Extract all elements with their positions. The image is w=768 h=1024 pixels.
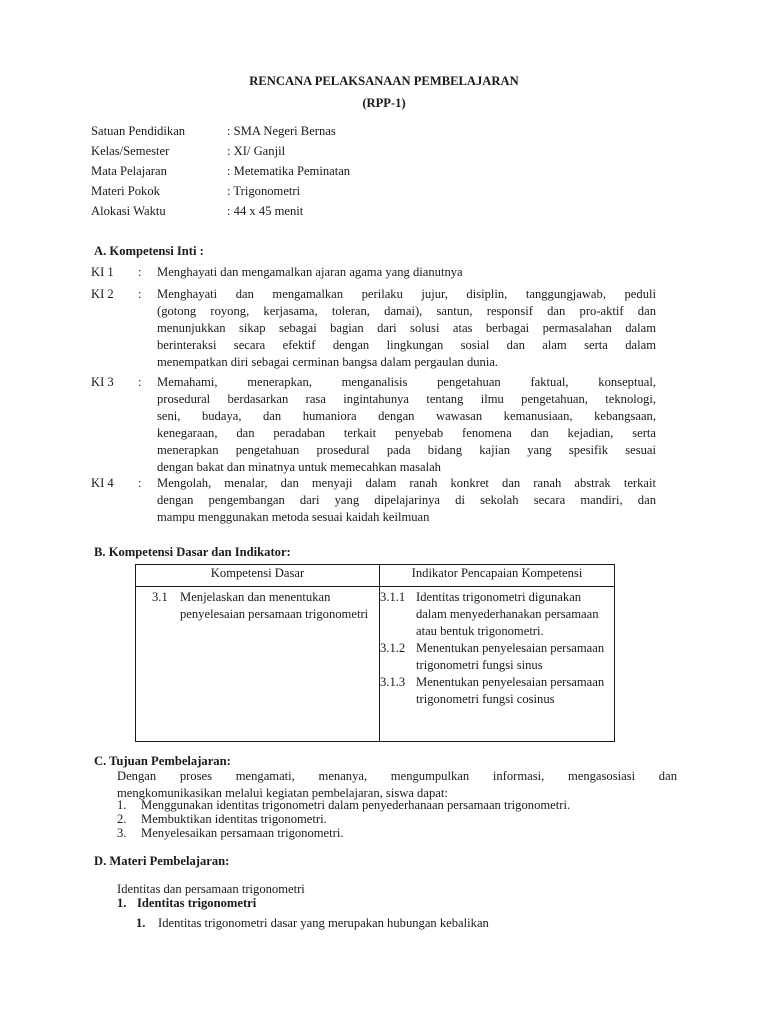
table-header-indicator: Indikator Pencapaian Kompetensi xyxy=(380,565,615,587)
section-b-heading: B. Kompetensi Dasar dan Indikator: xyxy=(94,545,291,559)
indicator-item xyxy=(380,640,614,674)
indicator-text: Menentukan penyelesaian persamaan trigonometri fungsi sinus xyxy=(416,641,605,672)
indicator-item xyxy=(380,589,614,640)
ki-code: KI 4 xyxy=(91,476,114,490)
section-a-heading: A. Kompetensi Inti : xyxy=(94,244,204,258)
objective-text: Membuktikan identitas trigonometri. xyxy=(141,812,327,826)
kd-number: 3.1 xyxy=(152,590,168,604)
indicator-text: Identitas trigonometri digunakan dalam menyederhanakan persamaan atau bentuk trigonometri. xyxy=(416,590,599,638)
identity-label-time: Alokasi Waktu xyxy=(91,204,166,218)
subsection-number: 1. xyxy=(136,916,146,930)
subsection-1-1 xyxy=(136,915,489,932)
ki-text xyxy=(157,475,656,526)
ki-colon: : xyxy=(138,287,142,301)
indicator-item xyxy=(380,674,614,708)
ki-line: Mengolah, menalar, dan menyaji dalam ranah konkret dan ranah abstrak terkait xyxy=(157,476,656,490)
intro-line: mengkomunikasikan melalui kegiatan pembelajaran, siswa dapat: xyxy=(117,786,448,800)
ki-line: dengan pengembangan dari yang dipelajarinya di sekolah secara mandiri, dan xyxy=(157,493,656,507)
subsection-1 xyxy=(117,895,256,912)
indicator-text: Menentukan penyelesaian persamaan trigonometri fungsi cosinus xyxy=(416,675,605,706)
subsection-title: Identitas trigonometri xyxy=(137,896,257,910)
kd-item xyxy=(136,589,379,623)
identity-label-topic: Materi Pokok xyxy=(91,184,160,198)
kd-text: Menjelaskan dan menentukan penyelesaian persamaan trigonometri xyxy=(180,590,369,621)
ki-line: Menghayati dan mengamalkan ajaran agama yang dianutnya xyxy=(157,265,463,279)
identity-label-class: Kelas/Semester xyxy=(91,144,170,158)
ki-code: KI 3 xyxy=(91,375,114,389)
ki-line: kenegaraan, dan peradaban terkait penyebab fenomena dan kejadian, serta xyxy=(157,426,656,440)
kd-cell xyxy=(136,587,380,742)
table-header-kd: Kompetensi Dasar xyxy=(136,565,380,587)
identity-value-subject: : Metematika Peminatan xyxy=(227,164,351,178)
objective-text: Menyelesaikan persamaan trigonometri. xyxy=(141,826,344,840)
indicator-number: 3.1.3 xyxy=(380,675,406,689)
objective-number: 1. xyxy=(117,798,127,812)
ki-line: Memahami, menerapkan, menganalisis pengetahuan faktual, konseptual, xyxy=(157,375,656,389)
ki-line: berinteraksi secara efektif dengan lingkungan sosial dan alam serta dalam xyxy=(157,338,656,352)
ki-text xyxy=(157,374,656,476)
ki-colon: : xyxy=(138,265,142,279)
section-d-intro: Identitas dan persamaan trigonometri xyxy=(117,882,305,896)
objective-item xyxy=(117,825,343,842)
competency-table xyxy=(135,564,615,742)
objective-number: 2. xyxy=(117,812,127,826)
identity-value-topic: : Trigonometri xyxy=(227,184,301,198)
ki-colon: : xyxy=(138,476,142,490)
ki-text xyxy=(157,264,656,281)
ki-line: Menghayati dan mengamalkan perilaku jujur, disiplin, tanggungjawab, peduli xyxy=(157,287,656,301)
ki-line: (gotong royong, kerjasama, toleran, damai), santun, responsif dan pro-aktif dan xyxy=(157,304,656,318)
subsection-number: 1. xyxy=(117,896,127,910)
document-title: RENCANA PELAKSANAAN PEMBELAJARAN xyxy=(249,74,519,88)
document-subtitle: (RPP-1) xyxy=(362,96,406,110)
section-d-heading: D. Materi Pembelajaran: xyxy=(94,854,230,868)
identity-label-subject: Mata Pelajaran xyxy=(91,164,167,178)
indicator-number: 3.1.1 xyxy=(380,590,406,604)
indicator-number: 3.1.2 xyxy=(380,641,406,655)
indicator-cell xyxy=(380,587,615,742)
ki-line: menunjukkan sikap sebagai bagian dari solusi atas berbagai permasalahan dalam xyxy=(157,321,656,335)
ki-line: prosedural berdasarkan rasa ingintahunya tentang ilmu pengetahuan, teknologi, xyxy=(157,392,656,406)
ki-code: KI 2 xyxy=(91,287,114,301)
ki-line: seni, budaya, dan humaniora dengan wawasan kemanusiaan, kebangsaan, xyxy=(157,409,656,423)
ki-code: KI 1 xyxy=(91,265,114,279)
identity-value-time: : 44 x 45 menit xyxy=(227,204,304,218)
subsection-text: Identitas trigonometri dasar yang merupakan hubungan kebalikan xyxy=(158,916,489,930)
objective-text: Menggunakan identitas trigonometri dalam penyederhanaan persamaan trigonometri. xyxy=(141,798,571,812)
ki-line: mampu menggunakan metoda sesuai kaidah keilmuan xyxy=(157,510,430,524)
ki-line: dengan bakat dan minatnya untuk memecahkan masalah xyxy=(157,460,441,474)
identity-value-school: : SMA Negeri Bernas xyxy=(227,124,336,138)
section-c-heading: C. Tujuan Pembelajaran: xyxy=(94,754,231,768)
identity-label-school: Satuan Pendidikan xyxy=(91,124,186,138)
identity-value-class: : XI/ Ganjil xyxy=(227,144,286,158)
ki-colon: : xyxy=(138,375,142,389)
ki-text xyxy=(157,286,656,371)
intro-line: Dengan proses mengamati, menanya, mengumpulkan informasi, mengasosiasi dan xyxy=(117,769,677,783)
ki-line: menerapkan pengetahuan prosedural pada bidang kajian yang spesifik sesuai xyxy=(157,443,656,457)
objective-number: 3. xyxy=(117,826,127,840)
ki-line: menempatkan diri sebagai cerminan bangsa dalam pergaulan dunia. xyxy=(157,355,499,369)
